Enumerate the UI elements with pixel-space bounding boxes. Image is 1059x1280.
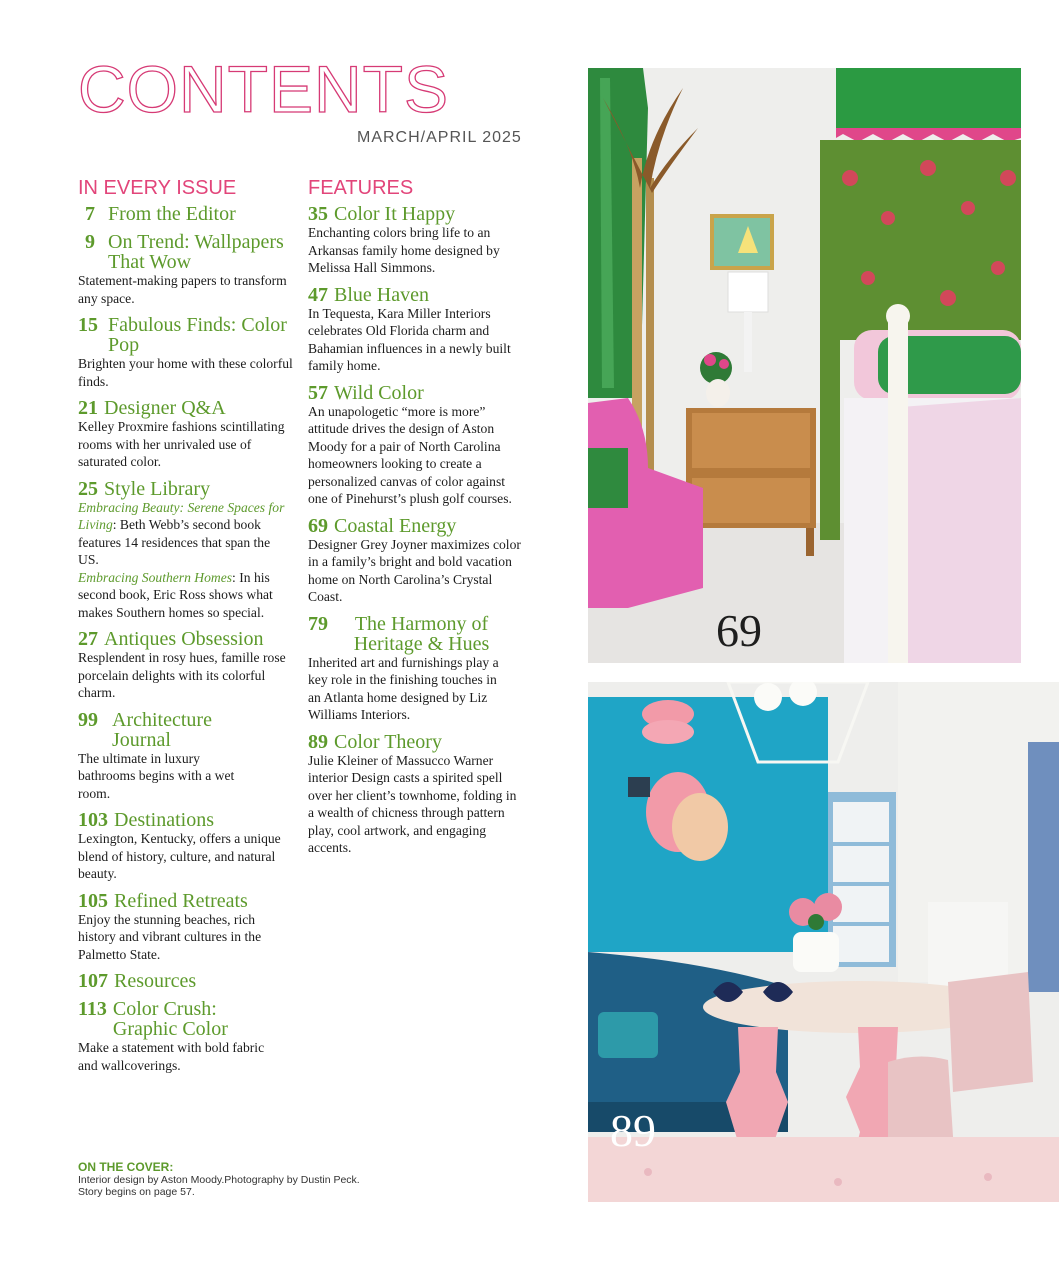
entry-description: Inherited art and furnishings play a key role in the finishing touches in an Atlanta home designed by Liz Williams Interiors. (308, 654, 499, 722)
book-description: : In his second book, Eric Ross shows what makes Southern homes so special. (78, 569, 273, 620)
toc-entry[interactable] (78, 810, 293, 883)
toc-entry[interactable] (308, 204, 523, 277)
page-number: 79 (308, 612, 328, 635)
in-every-issue-column (78, 178, 293, 1082)
page-number: 47 (308, 283, 328, 306)
page-number: 99 (78, 708, 98, 731)
entry-title: Blue Haven (334, 283, 429, 306)
entry-description: Designer Grey Joyner maximizes color in a family’s bright and bold vacation home on North Carolina’s Crystal Coast. (308, 536, 521, 604)
toc-entry[interactable] (308, 285, 523, 375)
page-number: 105 (78, 889, 108, 912)
photo-page-number: 69 (716, 605, 762, 656)
cover-label: ON THE COVER: (78, 1160, 174, 1174)
dining-room-illustration (588, 682, 1059, 1202)
toc-entry[interactable] (308, 614, 523, 724)
entry-title: Style Library (104, 477, 211, 500)
toc-entry[interactable] (308, 383, 523, 508)
page-number: 107 (78, 970, 108, 992)
cover-credit-line: Interior design by Aston Moody.Photography by Dustin Peck. (78, 1174, 360, 1186)
toc-entry[interactable] (78, 629, 293, 702)
toc-entry[interactable] (78, 710, 293, 803)
photo-page-number: 89 (610, 1105, 656, 1156)
entry-title: Destinations (114, 809, 214, 831)
entry-description: Statement-making papers to transform any space. (78, 273, 287, 306)
issue-date: MARCH/APRIL 2025 (357, 129, 522, 146)
entry-title: Designer Q&A (104, 397, 226, 419)
page-number: 27 (78, 628, 98, 650)
toc-entry[interactable] (78, 891, 293, 964)
page-number: 69 (308, 514, 328, 537)
book-title: Embracing Beauty: Serene Spaces for Living (78, 499, 285, 532)
toc-entry[interactable] (78, 315, 293, 390)
page-number: 103 (78, 809, 108, 831)
entry-title: Resources (114, 970, 197, 992)
entry-title: Color Theory (334, 730, 442, 753)
entry-description: Julie Kleiner of Massucco Warner interior Design casts a spirited spell over her client’s townhome, folding in a wealth of chicness through pattern play, cool artwork, and engaging accents. (308, 752, 517, 855)
cover-credit (78, 1161, 498, 1198)
page-title: CONTENTS (78, 52, 449, 126)
entry-description: Brighten your home with these colorful finds. (78, 356, 293, 389)
entry-description: Lexington, Kentucky, offers a unique blend of history, culture, and natural beauty. (78, 831, 281, 881)
bedroom-illustration (588, 68, 1021, 663)
entry-description: The ultimate in luxury bathrooms begins with a wet room. (78, 750, 235, 801)
toc-entry[interactable] (308, 732, 523, 857)
bedroom-photo[interactable] (588, 68, 1021, 663)
dining-room-photo[interactable] (588, 682, 1059, 1202)
entry-title: Coastal Energy (334, 514, 457, 537)
entry-description: In Tequesta, Kara Miller Interiors celebrates Old Florida charm and Bahamian influences in a newly built family home. (308, 305, 511, 373)
entry-title: From the Editor (108, 203, 236, 225)
toc-entry[interactable] (308, 516, 523, 606)
book-description: : Beth Webb’s second book features 14 residences that span the US. (78, 517, 271, 567)
page-number: 7 (85, 203, 95, 225)
page-number: 113 (78, 998, 107, 1020)
entry-description: Resplendent in rosy hues, famille rose porcelain delights with its colorful charm. (78, 650, 286, 700)
page-number: 35 (308, 203, 328, 225)
features-column (308, 178, 523, 865)
entry-title: Antiques Obsession (104, 628, 264, 650)
entry-title: Fabulous Finds: Color Pop (108, 314, 287, 356)
toc-entry[interactable] (78, 971, 293, 991)
book-title: Embracing Southern Homes (78, 569, 233, 585)
entry-title: The Harmony of Heritage & Hues (353, 612, 490, 655)
section-heading-in-every-issue: IN EVERY ISSUE (78, 177, 237, 199)
page-number: 25 (78, 477, 98, 500)
entry-title: Color It Happy (334, 203, 456, 225)
entry-description (78, 499, 293, 622)
cover-story-line: Story begins on page 57. (78, 1186, 195, 1198)
entry-title: Refined Retreats (114, 889, 248, 912)
entry-description: Enchanting colors bring life to an Arkansas family home designed by Melissa Hall Simmons. (308, 225, 500, 275)
page-number: 15 (78, 314, 98, 336)
toc-entry[interactable] (78, 232, 293, 307)
entry-description: Kelley Proxmire fashions scintillating rooms with her unrivaled use of saturated color. (78, 419, 285, 469)
entry-description: Enjoy the stunning beaches, rich history and vibrant cultures in the Palmetto State. (78, 911, 262, 962)
page-number: 89 (308, 730, 328, 753)
toc-entry[interactable] (78, 999, 293, 1074)
entry-title: Wild Color (334, 381, 424, 404)
entry-title: On Trend: Wallpapers That Wow (108, 231, 284, 273)
page-number: 21 (78, 397, 98, 419)
toc-entry[interactable] (78, 479, 293, 622)
section-heading-features: FEATURES (308, 177, 414, 199)
entry-description: Make a statement with bold fabric and wallcoverings. (78, 1040, 265, 1073)
toc-entry[interactable] (78, 204, 293, 224)
page-number: 9 (85, 231, 95, 253)
entry-title: Color Crush: Graphic Color (112, 998, 228, 1040)
entry-title: Architecture Journal (112, 708, 212, 751)
entry-description: An unapologetic “more is more” attitude drives the design of Aston Moody for a pair of North Carolina homeowners looking to create a personalized canvas of color against one of Pinehurst’s plush golf courses. (308, 403, 512, 506)
toc-entry[interactable] (78, 398, 293, 471)
page-number: 57 (308, 381, 328, 404)
